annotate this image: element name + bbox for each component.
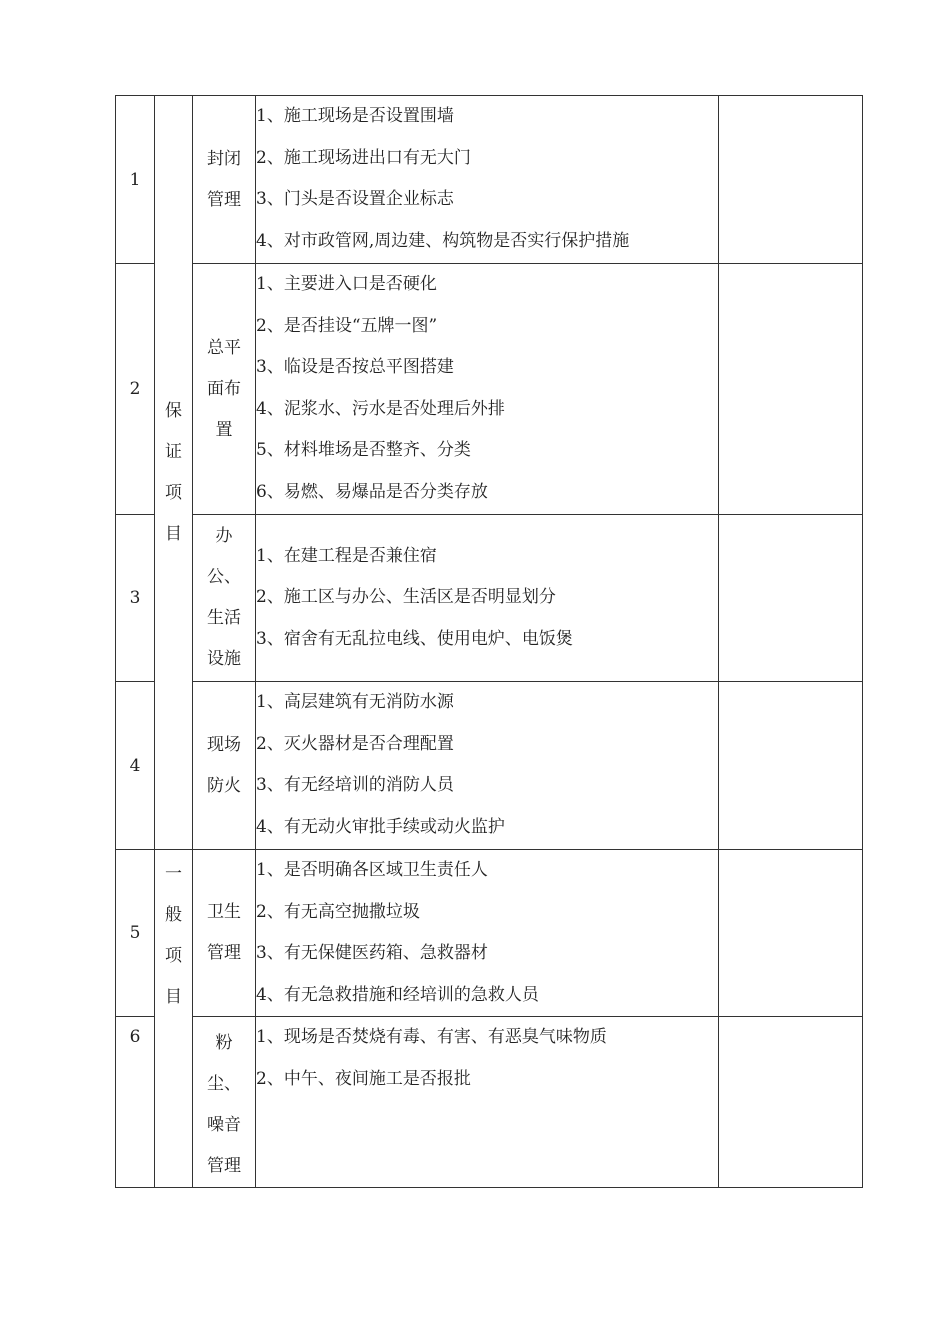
check-line: 3、有无保健医药箱、急救器材	[256, 943, 488, 963]
check-line: 4、泥浆水、污水是否处理后外排	[256, 398, 505, 419]
checks-cell	[256, 682, 719, 850]
result-cell	[719, 1017, 863, 1188]
check-line: 2、施工区与办公、生活区是否明显划分	[256, 587, 556, 608]
row-number: 4	[116, 682, 155, 850]
item-line: 管理	[207, 189, 241, 210]
check-line: 2、有无高空抛撒垃圾	[256, 901, 420, 922]
table-row	[116, 515, 863, 682]
check-line: 3、临设是否按总平图搭建	[256, 357, 454, 377]
item-line: 现场	[207, 734, 241, 755]
item-line: 办	[215, 526, 233, 546]
result-cell	[719, 682, 863, 850]
category-char: 目	[165, 523, 182, 544]
item-line: 公、	[207, 567, 241, 587]
checks-cell	[256, 515, 719, 682]
table-row	[116, 682, 863, 850]
item-line: 管理	[207, 943, 241, 963]
inspection-table	[115, 95, 863, 1188]
category-char: 项	[165, 482, 182, 503]
item-cell	[193, 96, 256, 264]
check-line: 4、对市政管网,周边建、构筑物是否实行保护措施	[256, 230, 630, 251]
table-row	[116, 1017, 863, 1188]
item-cell	[193, 682, 256, 850]
category-cell-general	[155, 850, 193, 1188]
row-number: 6	[116, 1017, 155, 1188]
check-line: 1、现场是否焚烧有毒、有害、有恶臭气味物质	[256, 1027, 607, 1047]
item-line: 置	[215, 419, 233, 440]
result-cell	[719, 264, 863, 515]
check-line: 1、高层建筑有无消防水源	[256, 692, 454, 712]
category-char: 证	[165, 441, 182, 462]
item-cell	[193, 515, 256, 682]
check-line: 5、材料堆场是否整齐、分类	[256, 440, 471, 460]
category-char: 目	[165, 987, 182, 1007]
item-cell	[193, 1017, 256, 1188]
category-cell-guarantee	[155, 96, 193, 850]
result-cell	[719, 96, 863, 264]
check-line: 6、易燃、易爆品是否分类存放	[256, 481, 488, 502]
item-line: 封闭	[207, 148, 241, 169]
category-char: 一	[165, 864, 182, 884]
checks-cell	[256, 264, 719, 515]
item-line: 尘、	[207, 1074, 241, 1094]
check-line: 4、有无急救措施和经培训的急救人员	[256, 984, 539, 1005]
check-line: 2、是否挂设“五牌一图”	[256, 315, 438, 336]
table-row	[116, 96, 863, 264]
category-char: 般	[165, 905, 182, 925]
item-line: 设施	[207, 649, 241, 669]
check-line: 3、宿舍有无乱拉电线、使用电炉、电饭煲	[256, 628, 573, 649]
checks-cell	[256, 850, 719, 1017]
row-number: 5	[116, 850, 155, 1017]
item-cell	[193, 264, 256, 515]
item-line: 面布	[207, 378, 241, 399]
checks-cell	[256, 96, 719, 264]
category-char: 保	[165, 400, 182, 421]
item-line: 管理	[207, 1156, 241, 1176]
item-line: 总平	[207, 337, 241, 358]
checks-cell	[256, 1017, 719, 1188]
item-line: 卫生	[207, 902, 241, 922]
item-line: 粉	[215, 1033, 233, 1053]
check-line: 1、是否明确各区域卫生责任人	[256, 860, 488, 880]
check-line: 2、施工现场进出口有无大门	[256, 147, 471, 168]
table-row	[116, 850, 863, 1017]
check-line: 1、施工现场是否设置围墙	[256, 106, 454, 126]
row-number: 3	[116, 515, 155, 682]
row-number: 2	[116, 264, 155, 515]
check-line: 3、有无经培训的消防人员	[256, 775, 454, 795]
result-cell	[719, 515, 863, 682]
check-line: 2、灭火器材是否合理配置	[256, 733, 454, 754]
row-number: 1	[116, 96, 155, 264]
item-line: 生活	[207, 608, 241, 628]
item-cell	[193, 850, 256, 1017]
item-line: 噪音	[207, 1115, 241, 1135]
table-row	[116, 264, 863, 515]
check-line: 4、有无动火审批手续或动火监护	[256, 816, 505, 837]
check-line: 1、主要进入口是否硬化	[256, 274, 437, 294]
check-line: 1、在建工程是否兼住宿	[256, 545, 437, 566]
category-char: 项	[165, 946, 182, 966]
check-line: 2、中午、夜间施工是否报批	[256, 1068, 471, 1089]
item-line: 防火	[207, 775, 241, 796]
check-line: 3、门头是否设置企业标志	[256, 189, 454, 209]
result-cell	[719, 850, 863, 1017]
